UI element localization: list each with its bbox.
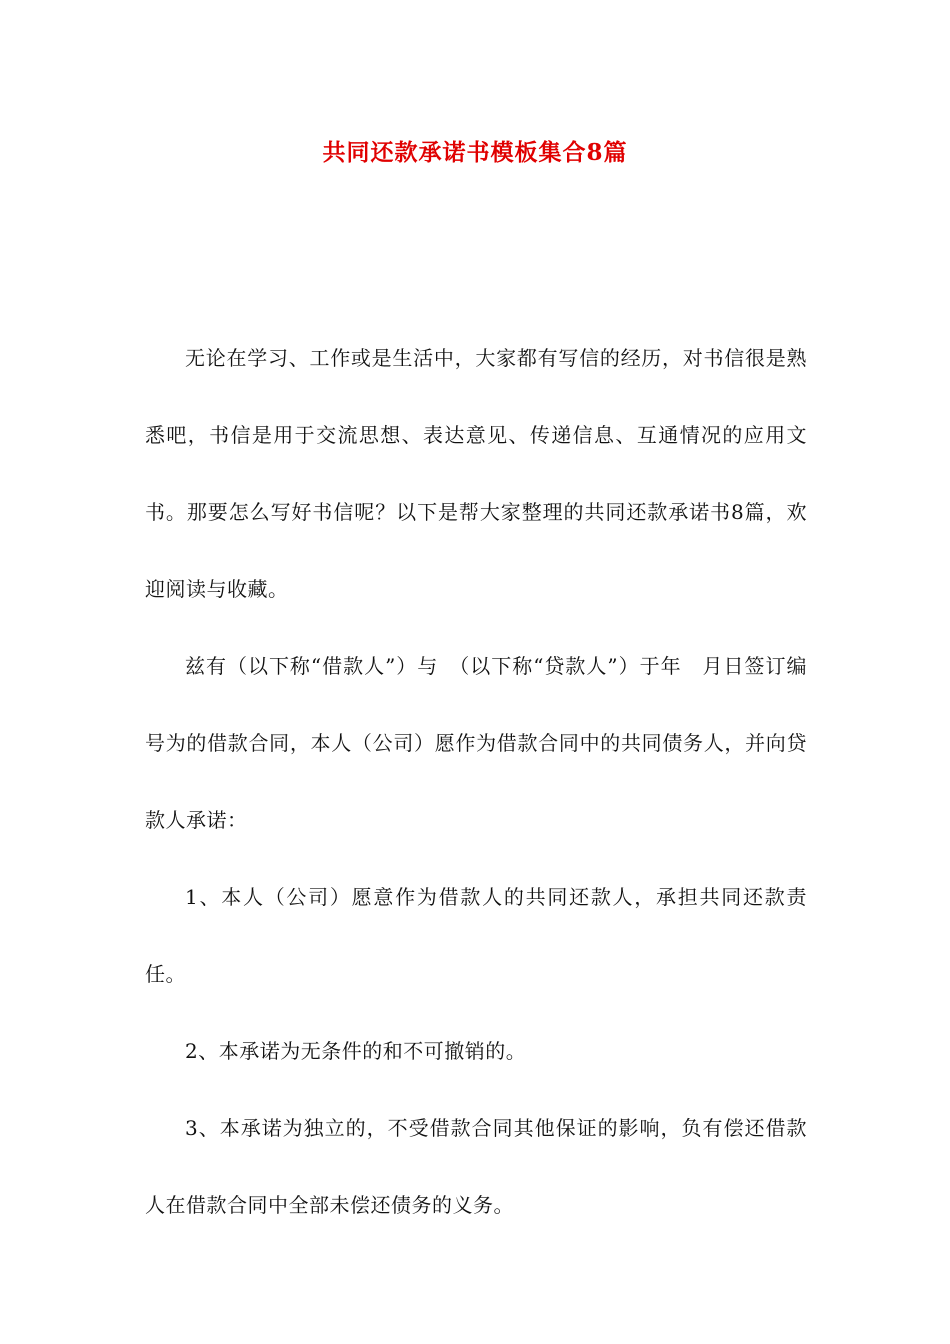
document-title: 共同还款承诺书模板集合8篇 <box>322 139 628 166</box>
document-body <box>145 320 807 1244</box>
intro-paragraph: 无论在学习、工作或是生活中，大家都有写信的经历，对书信很是熟悉吧，书信是用于交流思想、表达意见、传递信息、互通情况的应用文书。那要怎么写好书信呢？以下是帮大家整理的共同还款承诺书8篇，欢迎阅读与收藏。 <box>145 346 807 601</box>
clause-3-paragraph: 3、本承诺为独立的，不受借款合同其他保证的影响，负有偿还借款人在借款合同中全部未偿还债务的义务。 <box>145 1116 807 1217</box>
clause-2-paragraph: 2、本承诺为无条件的和不可撤销的。 <box>185 1039 527 1063</box>
clause-1-paragraph: 1、本人（公司）愿意作为借款人的共同还款人，承担共同还款责任。 <box>145 885 807 986</box>
commitment-preamble-paragraph: 兹有（以下称“借款人”）与 （以下称“贷款人”）于年 月日签订编号为的借款合同，本人（公司）愿作为借款合同中的共同债务人，并向贷款人承诺： <box>145 654 807 832</box>
